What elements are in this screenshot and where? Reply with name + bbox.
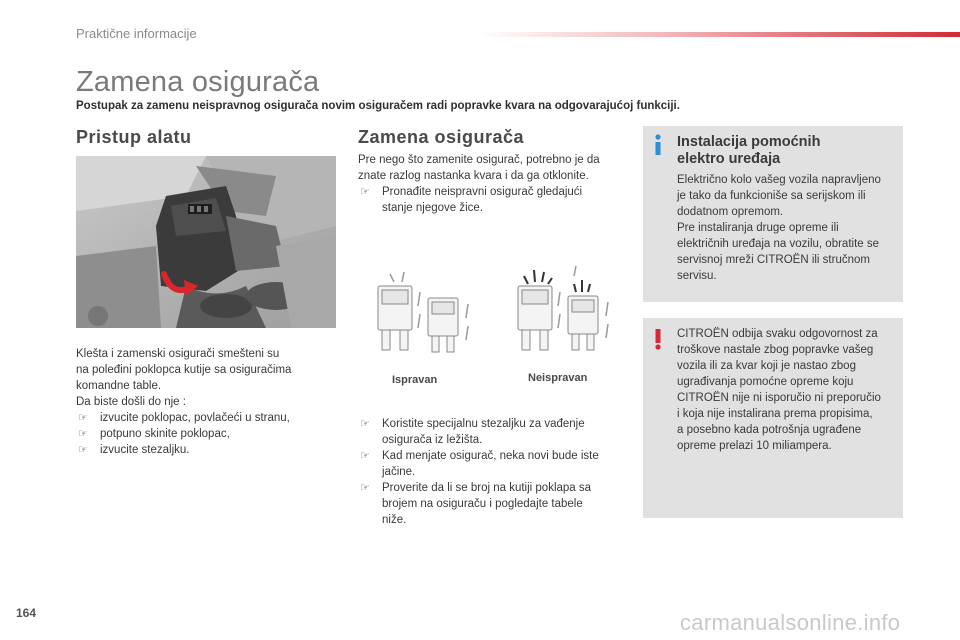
paragraph-line: Da biste došli do nje :	[76, 396, 186, 408]
info-title-line: elektro uređaja	[677, 151, 781, 167]
list-item-text: stanje njegove žice.	[382, 202, 484, 214]
fuse-replacement-steps	[358, 416, 628, 528]
paragraph-line: troškove nastale zbog popravke vašeg	[677, 344, 874, 356]
warning-icon	[651, 328, 665, 350]
list-item-text: Kad menjate osigurač, neka novi bude iste	[382, 450, 599, 462]
bullet-hand-icon: ☞	[360, 450, 370, 462]
intact-fuse-label: Ispravan	[392, 374, 438, 386]
paragraph-line: CITROËN odbija svaku odgovornost za	[677, 328, 878, 340]
info-title-line: Instalacija pomoćnih	[677, 134, 821, 150]
paragraph-line: vozila ili za kvar koji je nastao zbog	[677, 360, 856, 372]
fuse-box-cover-photo	[76, 156, 336, 328]
paragraph-line: ugrađivanja pomoćne opreme koju	[677, 376, 854, 388]
section-title-fuse-replacement: Zamena osigurača	[358, 127, 525, 147]
paragraph-line: komandne table.	[76, 380, 162, 392]
list-item	[358, 184, 628, 216]
list-item	[358, 416, 628, 448]
page-subtitle-text: Postupak za zamenu neispravnog osigurača novim osiguračem radi popravke kvara na odgovarajućoj funkciji	[76, 100, 677, 112]
bullet-hand-icon: ☞	[360, 482, 370, 494]
list-item-text: izvucite poklopac, povlačeći u stranu,	[100, 412, 290, 424]
list-item	[76, 410, 336, 426]
info-icon	[651, 134, 665, 156]
bullet-hand-icon: ☞	[78, 444, 88, 456]
paragraph-line: CITROËN nije ni isporučio ni preporučio	[677, 392, 881, 404]
list-item-text: potpuno skinite poklopac,	[100, 428, 230, 440]
list-item-text: jačine.	[382, 466, 416, 478]
list-item	[358, 448, 628, 480]
list-item-text: Proverite da li se broj na kutiji poklapa sa	[382, 482, 592, 494]
paragraph-line: servisu.	[677, 270, 717, 282]
page-number: 164	[16, 606, 37, 620]
paragraph-line: dodatnom opremom.	[677, 206, 784, 218]
tool-access-text	[76, 346, 326, 410]
bullet-hand-icon: ☞	[78, 412, 88, 424]
list-item-text: brojem na osiguraču i pogledajte tabele	[382, 498, 583, 510]
list-item-text: niže.	[382, 514, 407, 526]
paragraph-line: a posebno kada potrošnja ugrađene	[677, 424, 862, 436]
paragraph-line: na poleđini poklopca kutije sa osiguračima	[76, 364, 292, 376]
fuse-replacement-intro	[358, 152, 628, 184]
blown-fuse-illustration	[514, 262, 614, 356]
section-title-tool-access: Pristup alatu	[76, 127, 192, 147]
bullet-hand-icon: ☞	[360, 186, 370, 198]
info-box-title	[677, 134, 887, 168]
page-title: Zamena osigurača	[76, 66, 320, 98]
paragraph-line: i koja nije instalirana prema propisima,	[677, 408, 873, 420]
list-item-text: osigurača iz ležišta.	[382, 434, 483, 446]
intact-fuse-illustration	[374, 270, 474, 356]
list-item	[76, 442, 336, 458]
page-subtitle: Postupak za zamenu neispravnog osigurača novim osiguračem radi popravke kvara na odgovarajućoj funkciji.	[76, 100, 680, 112]
blown-fuse-label: Neispravan	[528, 372, 588, 384]
warning-box-text	[677, 326, 901, 454]
info-box-text	[677, 172, 899, 284]
running-header: Praktične informacije	[76, 26, 197, 41]
list-item-text: izvucite stezaljku.	[100, 444, 190, 456]
header-accent-bar	[480, 32, 960, 37]
bullet-hand-icon: ☞	[360, 418, 370, 430]
paragraph-line: električnih uređaja na vozilu, obratite se	[677, 238, 880, 250]
paragraph-line: znate razlog nastanka kvara i da ga otklonite.	[358, 170, 589, 182]
bullet-hand-icon: ☞	[78, 428, 88, 440]
paragraph-line: Pre nego što zamenite osigurač, potrebno je da	[358, 154, 600, 166]
list-item	[76, 426, 336, 442]
watermark: carmanualsonline.info	[680, 610, 901, 635]
fuse-check-steps	[358, 184, 628, 216]
paragraph-line: servisnoj mreži CITROËN ili stručnom	[677, 254, 870, 266]
paragraph-line: Električno kolo vašeg vozila napravljeno	[677, 174, 881, 186]
list-item-text: Koristite specijalnu stezaljku za vađenje	[382, 418, 585, 430]
paragraph-line: Klešta i zamenski osigurači smešteni su	[76, 348, 280, 360]
tool-access-steps	[76, 410, 336, 458]
paragraph-line: opreme prelazi 10 miliampera.	[677, 440, 832, 452]
list-item	[358, 480, 628, 528]
list-item-text: Pronađite neispravni osigurač gledajući	[382, 186, 583, 198]
paragraph-line: je tako da funkcioniše sa serijskom ili	[677, 190, 866, 202]
paragraph-line: Pre instaliranja druge opreme ili	[677, 222, 839, 234]
